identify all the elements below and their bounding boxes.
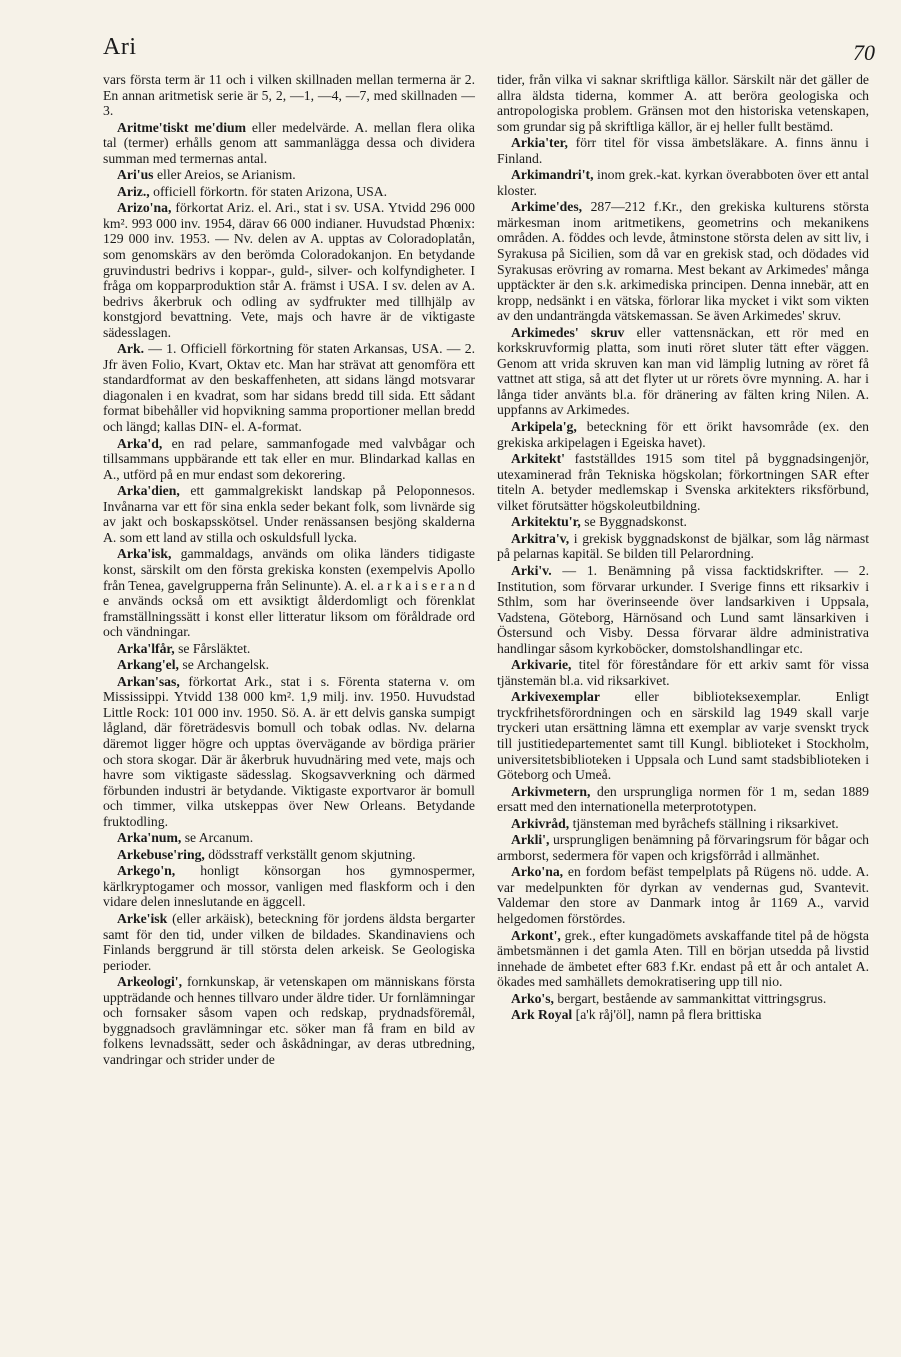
entry-definition: se Arcanum. (181, 830, 254, 846)
dictionary-entry (497, 514, 869, 530)
entry-headword: Arkli', (511, 832, 550, 848)
entry-headword: Arkimedes' skruv (511, 324, 625, 340)
entry-definition: eller medelvärde. A. mellan flera olika tal (termer) erhålls genom att sammanlägga dessa och dividera summan med termernas antal. (103, 119, 475, 166)
entry-definition: eller biblioteksexemplar. Enligt tryckfrihetsförordningen och en särskild lag 1949 skall varje tryckeri utan ersättning lämna ett exemplar av varje svenskt tryck till justitiedepartementet samt till Kungl. biblioteket i Stockholm, universitetsbiblioteken i Uppsala och Lund samt stadsbiblioteken i Göteborg och Umeå. (497, 689, 869, 783)
dictionary-entry (497, 419, 869, 450)
dictionary-entry (497, 832, 869, 863)
entry-headword: Ari'us (117, 167, 154, 183)
entry-definition: tider, från vilka vi saknar skriftliga källor. Särskilt när det gäller de allra äldsta tiderna, kommer A. att beröra geologiska och antropologiska problem. Gränsen mot den historiska vetenskapen, som grundar sig på skriftliga källor, är ej heller fullt bestämd. (497, 72, 869, 134)
entry-headword: Arkebuse'ring, (117, 846, 205, 862)
entry-definition: (eller arkäisk), beteckning för jordens äldsta bergarter samt för den tid, under vilken de bildades. Skandinaviens och Finlands berggrund är till största delen arkeisk. Se Geologiska perioder. (103, 910, 475, 973)
dictionary-entry (103, 911, 475, 973)
entry-headword: Aritme'tiskt me'dium (117, 119, 247, 135)
entry-headword: Arkont', (511, 927, 561, 943)
entry-headword: Arkipela'g, (511, 419, 577, 435)
entry-headword: Arko's, (511, 990, 554, 1006)
entry-definition: se Archangelsk. (178, 657, 270, 673)
entry-definition: ursprungligen benämning på förvaringsrum för bågar och armborst, sedermera för vapen och krigsförråd i allmänhet. (497, 832, 869, 863)
dictionary-entry (103, 483, 475, 545)
entry-definition: gammaldags, används om olika länders tidigaste konst, särskilt om den första grekiska konsten (exempelvis Apollo från Tenea, gavelgrupperna från Selinunte). A. el. a r k a i s e r a n d e används också om ett avsiktigt ålderdomligt och förenklat framställningssätt i konst eller litteratur liksom om föråldrade ord och vändningar. (103, 546, 475, 640)
entry-headword: Arka'lfår, (117, 640, 175, 656)
entry-definition: se Fårsläktet. (174, 640, 251, 656)
dictionary-entry (497, 784, 869, 815)
entry-definition: grek., efter kungadömets avskaffande titel på de högsta ämbetsmännen i det gamla Aten. Till en början utsedda på livstid innehade de ämbetet efter 683 f.Kr. endast på ett år och antalet A. ökades med samhällets demokratisering upp till nio. (497, 927, 869, 990)
entry-definition: förr titel för vissa ämbetsläkare. A. finns ännu i Finland. (497, 135, 869, 166)
entry-definition: förkortat Ark., stat i s. Förenta staterna v. om Mississippi. Ytvidd 138 000 km². 1,9 milj. inv. 1950. Huvudstad Little Rock: 101 000 inv. 1950. Sö. A. är ett delvis ganska sumpigt lågland, där företrädesvis bomull och tobak odlas. Nv. delarna däremot ligger högre och upptas övervägande av bördiga prärier och stora skogar. Där är åkerbruk huvudnäring med vete, majs och havre som viktigaste sädesslag. Skogsavverkning och därmed förbunden industri är betydande. Viktigaste exportvaror är bomull och timmer, vilka utskeppas över New Orleans. Betydande fruktodling. (103, 673, 475, 829)
entry-headword: Arka'isk, (117, 546, 172, 562)
dictionary-entry (497, 325, 869, 418)
dictionary-entry (103, 674, 475, 829)
entry-definition: inom grek.-kat. kyrkan överabboten över ett antal kloster. (497, 167, 869, 198)
entry-definition: [a'k råj'öl], namn på flera brittiska (572, 1007, 762, 1023)
entry-definition: förkortat Ariz. el. Ari., stat i sv. USA. Ytvidd 296 000 km². 993 000 inv. 1954, därav 66 000 indianer. Huvudstad Phœnix: 129 000 inv. 1953. — Nv. delen av A. upptas av Coloradoplatån, som genomskärs av den berömda Coloradokanjon. En betydande gruvindustri bedrivs i koppar-, guld-, silver- och kolfyndigheter. I fråga om kopparproduktion står A. främst i USA. I sv. delen av A. bedrivs åkerbruk och odling av sydfrukter med tillhjälp av konstgjord bevattning. Vete, majs och havre är de viktigaste sädesslagen. (103, 200, 475, 340)
entry-headword: Arkivmetern, (511, 783, 591, 799)
entry-definition: 287—212 f.Kr., den grekiska kulturens största märkesman inom aritmetikens, geometrins och mekanikens områden. A. föddes och levde, åtminstone största delen av sitt liv, i Syrakusa på Sicilien, som då var en grekisk stad, och dödades vid Syrakusas erövring av romarna. Mest bekant av Arkimedes' många upptäckter är den s.k. arkimediska principen. Denna innebär, att en kropp, nedsänkt i en vätska, förlorar lika mycket i vikt som vikten av den undanträngda vätskemassan. Se även Arkimedes' skruv. (497, 199, 869, 324)
entry-headword: Arkang'el, (117, 657, 179, 673)
running-head: Ari (103, 34, 137, 60)
entry-definition: tjänsteman med byråchefs ställning i riksarkivet. (569, 815, 839, 831)
entry-definition: vars första term är 11 och i vilken skillnaden mellan termerna är 2. En annan aritmetisk serie är 5, 2, —1, —4, —7, med skillnaden —3. (103, 72, 475, 119)
dictionary-entry (103, 974, 475, 1067)
dictionary-entry (497, 816, 869, 832)
dictionary-entry (497, 657, 869, 688)
entry-definition: i grekisk byggnadskonst de bjälkar, som låg närmast på pelarnas kapitäl. Se bilden till Pelarordning. (497, 530, 869, 562)
entry-definition: en fordom befäst tempelplats på Rügens nö. udde. A. var medelpunkten för dyrkan av vendernas gud, Svantevit. Valdemar den store av Danmark intog år 1169 A., varvid helgedomen förstördes. (497, 864, 869, 926)
entry-definition: eller vattensnäckan, ett rör med en korkskruvformig platta, som inuti röret sluter tätt efter väggen. Genom att vrida skruven kan man vid lämplig lutning av röret få vattnet att stiga, så att det flyter ut ur rörets övre mynning. A. har i långa tider använts bl.a. för dränering av fälten kring Nilen. A. uppfanns av Arkimedes. (497, 324, 870, 418)
entry-headword: Arka'num, (117, 830, 182, 846)
dictionary-entry (497, 167, 869, 198)
entry-definition: officiell förkortn. för staten Arizona, USA. (149, 183, 388, 199)
entry-headword: Arizo'na, (117, 200, 172, 216)
entry-definition: ett gammalgrekiskt landskap på Peloponnesos. Invånarna var ett för sina enkla seder bekant folk, som livnärde sig av jakt och boskapsskötsel. Under renässansen besjöng skalderna A. som ett land av stilla och oskuldsfull lycka. (103, 483, 475, 545)
entry-headword: Arkego'n, (117, 863, 176, 879)
entry-headword: Arki'v. (511, 562, 552, 578)
dictionary-entry (103, 863, 475, 910)
entry-definition: eller Areios, se Arianism. (153, 167, 296, 183)
dictionary-entry (497, 72, 869, 134)
entry-definition: en rad pelare, sammanfogade med valvbågar och tillsammans uppbärande ett tak eller en mur. Blindarkad kallas en A., utförd på en mur endast som dekorering. (103, 435, 475, 482)
page-number: 70 (853, 40, 875, 65)
dictionary-entry (103, 847, 475, 863)
entry-headword: Arka'd, (117, 435, 163, 451)
entry-definition: titel för föreståndare för ett arkiv samt för vissa tjänstemän bl.a. vid riksarkivet. (497, 657, 869, 688)
entry-definition: fornkunskap, är vetenskapen om människans första uppträdande och hennes tillvaro under äldre tider. Ur fornlämningar och fornsaker såsom vapen och redskap, prydnadsföremål, byggnadsoch gravlämningar etc. söker man få fram en bild av folkens levnadssätt, seder och åskådningar, av deras utbredning, vandringar och strider under de (103, 974, 475, 1067)
entry-headword: Arkitekt' (511, 451, 565, 467)
dictionary-entry (103, 546, 475, 639)
entry-definition: se Byggnadskonst. (580, 514, 687, 530)
entry-definition: honligt könsorgan hos gymnospermer, kärlkryptogamer och mossor, vanligen med flaskform och i den vidare delen inneslutande en äggcell. (103, 863, 475, 910)
entry-headword: Ark. (117, 341, 144, 357)
entry-definition: — 1. Officiell förkortning för staten Arkansas, USA. — 2. Jfr även Folio, Kvart, Oktav etc. Man har strävat att genomföra ett standardformat av den beskaffenheten, att sidans längd motsvarar diagonalen i en kvadrat, som har sidans bredd till sida. Ett sådant format bibehåller vid hopvikning samma proportioner mellan bredd och längd; kallas DIN- el. A-format. (103, 341, 475, 435)
entry-headword: Ark Royal (511, 1007, 573, 1023)
dictionary-entry (103, 341, 475, 434)
entry-headword: Arkeologi', (117, 974, 183, 990)
dictionary-entry (103, 184, 475, 200)
dictionary-entry (103, 120, 475, 167)
entry-definition: bergart, bestående av sammankittat vittringsgrus. (553, 990, 827, 1006)
entry-headword: Arkimandri't, (511, 167, 594, 183)
entry-definition: fastställdes 1915 som titel på byggnadsingenjör, utexaminerad från Tekniska högskolan; förkortningen SAR efter titeln A. betyder medlemskap i Svenska arkitekters riksförbund, vilket förutsätter högskoleutbildning. (497, 451, 869, 513)
dictionary-entry (497, 991, 869, 1007)
entry-headword: Arko'na, (511, 864, 564, 880)
entry-headword: Arka'dien, (117, 483, 180, 499)
entry-headword: Arkivarie, (511, 657, 572, 673)
dictionary-entry (103, 72, 475, 119)
entry-headword: Arkitektu'r, (511, 514, 581, 530)
entry-definition: dödsstraff verkställt genom skjutning. (204, 846, 416, 862)
dictionary-entry (103, 657, 475, 673)
dictionary-entry (103, 167, 475, 183)
entry-headword: Arkivråd, (511, 815, 570, 831)
dictionary-entry (497, 563, 869, 656)
entry-definition: den ursprungliga normen för 1 m, sedan 1889 ersatt med den internationella meterprototypen. (497, 783, 869, 815)
dictionary-entry (103, 436, 475, 483)
dictionary-entry (497, 1007, 869, 1023)
entry-headword: Arke'isk (117, 910, 168, 926)
dictionary-entry (497, 928, 869, 990)
dictionary-entry (497, 135, 869, 166)
dictionary-entry (497, 531, 869, 562)
dictionary-entry (497, 689, 869, 782)
entry-definition: beteckning för ett örikt havsområde (ex. den grekiska arkipelagen i Egeiska havet). (497, 419, 869, 450)
left-column (103, 72, 475, 1068)
dictionary-entry (103, 830, 475, 846)
entry-headword: Ariz., (117, 183, 150, 199)
entry-headword: Arkitra'v, (511, 530, 570, 546)
entry-headword: Arkivexemplar (511, 689, 600, 705)
dictionary-entry (497, 199, 869, 323)
entry-headword: Arkime'des, (511, 199, 583, 215)
right-column (497, 72, 869, 1024)
dictionary-entry (103, 641, 475, 657)
entry-headword: Arkan'sas, (117, 673, 180, 689)
entry-headword: Arkia'ter, (511, 135, 568, 151)
dictionary-entry (103, 200, 475, 340)
dictionary-entry (497, 864, 869, 926)
dictionary-entry (497, 451, 869, 513)
entry-definition: — 1. Benämning på vissa facktidskrifter. — 2. Institution, som förvarar urkunder. I Sverige finns ett riksarkiv i Sthlm, som har överinseende över landsarkiven i Uppsala, Vadstena, Göteborg, Härnösand och Lund samt länsarkiven i Östersund och Visby. Dessa förvarar äldre administrativa handlingar såsom kyrkoböcker, domstolshandlingar etc. (497, 562, 869, 656)
